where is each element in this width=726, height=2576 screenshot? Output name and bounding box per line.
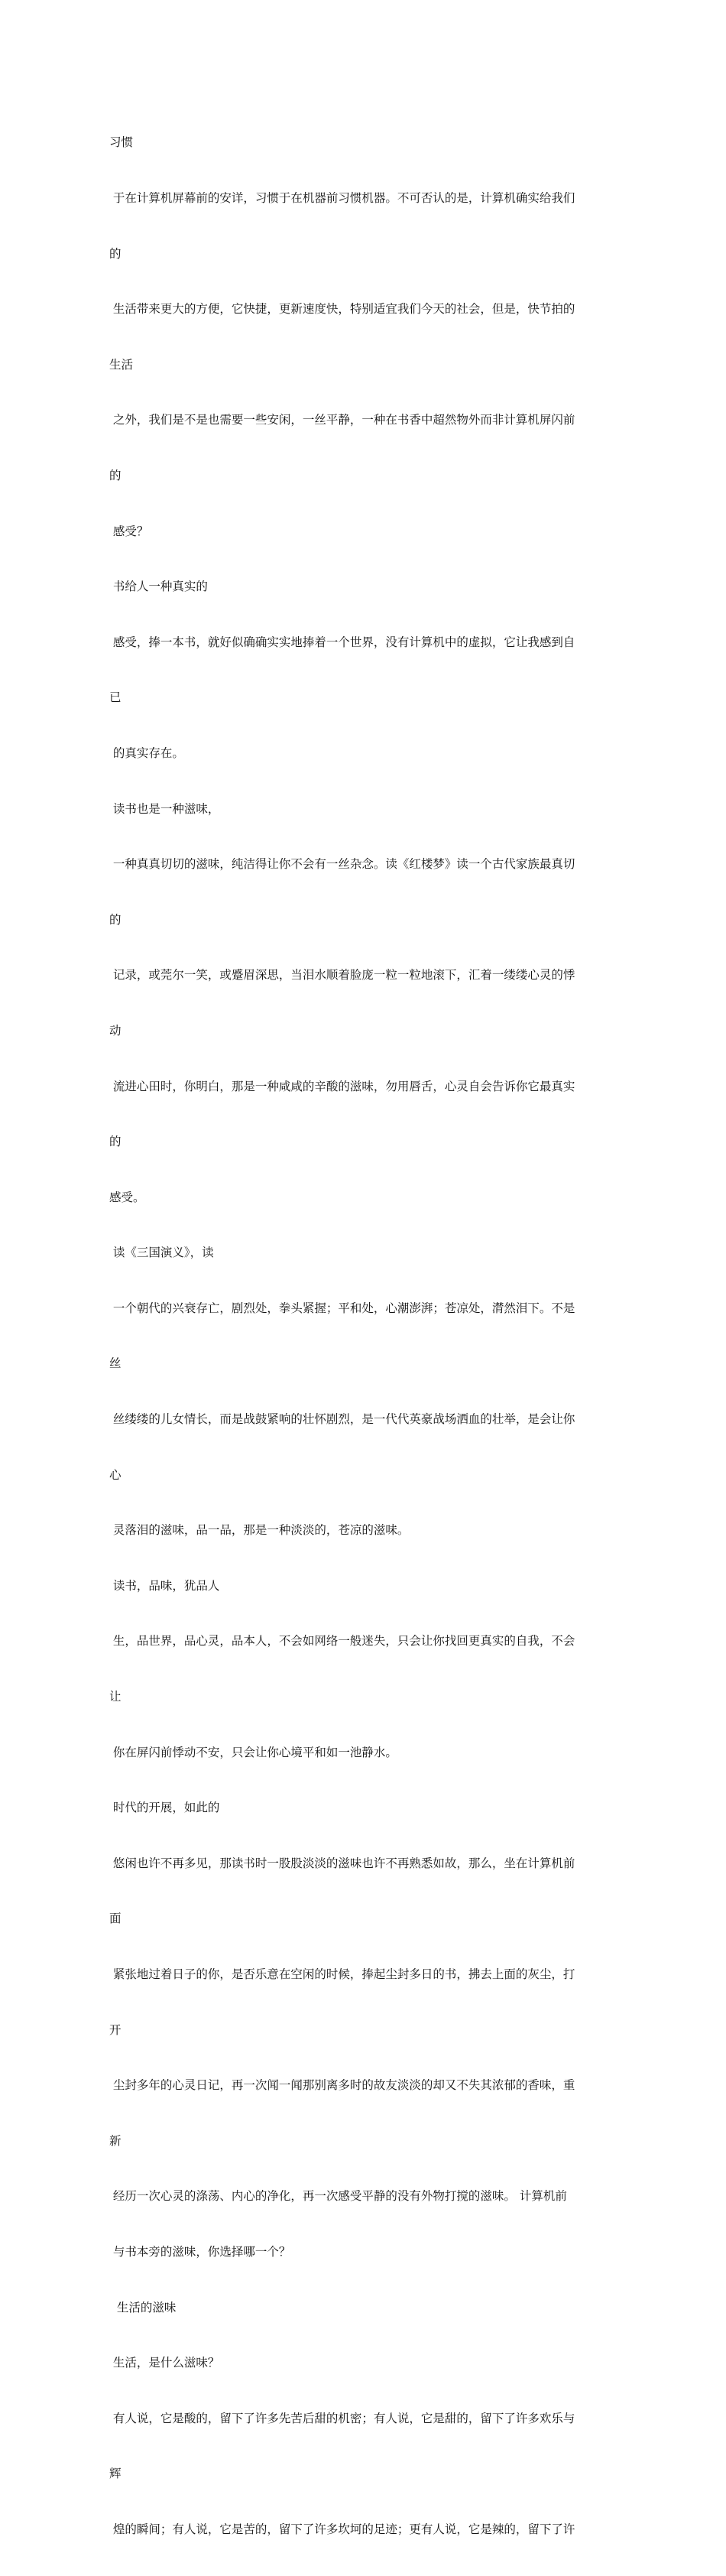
text-line: 尘封多年的心灵日记，再一次闻一闻那别离多时的故友淡淡的却又不失其浓郁的香味，重 [109,2078,575,2093]
text-line: 感受？ [109,524,149,538]
text-line: 面 [109,1912,122,1926]
text-line: 与书本旁的滋味，你选择哪一个？ [109,2244,291,2259]
text-line: 生，品世界，品心灵，品本人，不会如网络一般迷失，只会让你找回更真实的自我，不会 [109,1634,575,1649]
document-body [109,96,623,2576]
text-line: 新 [109,2133,122,2148]
text-line: 的真实存在。 [109,746,184,760]
text-line: 已 [109,690,122,705]
text-line: 的 [109,1135,122,1149]
text-line: 之外，我们是不是也需要一些安闲，一丝平静，一种在书香中超然物外而非计算机屏闪前 [109,413,575,427]
text-line: 生活带来更大的方便，它快捷，更新速度快，特别适宜我们今天的社会，但是，快节拍的 [109,302,575,317]
text-line: 辉 [109,2467,122,2481]
text-line: 悠闲也许不再多见，那读书时一股股淡淡的滋味也许不再熟悉如故，那么，坐在计算机前 [109,1856,575,1870]
text-line: 动 [109,1023,122,1038]
text-line: 的 [109,468,122,482]
text-line: 的 [109,912,122,927]
text-line: 丝 [109,1356,122,1371]
text-line: 记录，或莞尔一笑，或蹙眉深思，当泪水顺着脸庞一粒一粒地滚下，汇着一缕缕心灵的悸 [109,968,575,983]
text-line: 感受。 [109,1190,145,1204]
text-line: 有人说，它是酸的，留下了许多先苦后甜的机密；有人说，它是甜的，留下了许多欢乐与 [109,2411,575,2425]
text-line: 你在屏闪前悸动不安，只会让你心境平和如一池静水。 [109,1745,397,1759]
text-line: 一个朝代的兴衰存亡，剧烈处，拳头紧握；平和处，心潮澎湃；苍凉处，潸然泪下。不是 [109,1301,575,1315]
text-line: 生活，是什么滋味？ [109,2356,220,2370]
text-line: 的 [109,246,122,261]
text-line: 紧张地过着日子的你，是否乐意在空闲的时候，捧起尘封多日的书，拂去上面的灰尘，打 [109,1967,575,1981]
text-line: 经历一次心灵的涤荡、内心的净化，再一次感受平静的没有外物打搅的滋味。 计算机前 [109,2189,567,2204]
text-line: 读书，品味，犹品人 [109,1578,220,1593]
text-line: 书给人一种真实的 [109,580,208,594]
text-line: 一种真真切切的滋味，纯洁得让你不会有一丝杂念。读《红楼梦》读一个古代家族最真切 [109,857,575,872]
text-line: 于在计算机屏幕前的安详，习惯于在机器前习惯机器。不可否认的是，计算机确实给我们 [109,191,575,205]
text-line: 丝缕缕的儿女情长，而是战鼓紧响的壮怀剧烈，是一代代英豪战场洒血的壮举，是会让你 [109,1412,575,1427]
text-line: 读《三国演义》，读 [109,1246,214,1260]
text-line: 流进心田时，你明白，那是一种咸咸的辛酸的滋味，勿用唇舌，心灵自会告诉你它最真实 [109,1079,575,1093]
text-line: 开 [109,2022,122,2037]
text-line: 读书也是一种滋味， [109,801,220,816]
text-line: 煌的瞬间；有人说，它是苦的，留下了许多坎坷的足迹；更有人说，它是辣的，留下了许 [109,2522,575,2536]
text-line: 习惯 [109,135,134,150]
text-line: 生活的滋味 [109,2300,177,2315]
text-line: 时代的开展，如此的 [109,1801,220,1815]
text-line: 心 [109,1467,122,1482]
text-line: 生活 [109,357,134,372]
text-line: 让 [109,1690,122,1704]
text-line: 灵落泪的滋味，品一品，那是一种淡淡的，苍凉的滋味。 [109,1523,410,1538]
text-line: 感受，捧一本书，就好似确确实实地捧着一个世界，没有计算机中的虚拟，它让我感到自 [109,635,575,649]
